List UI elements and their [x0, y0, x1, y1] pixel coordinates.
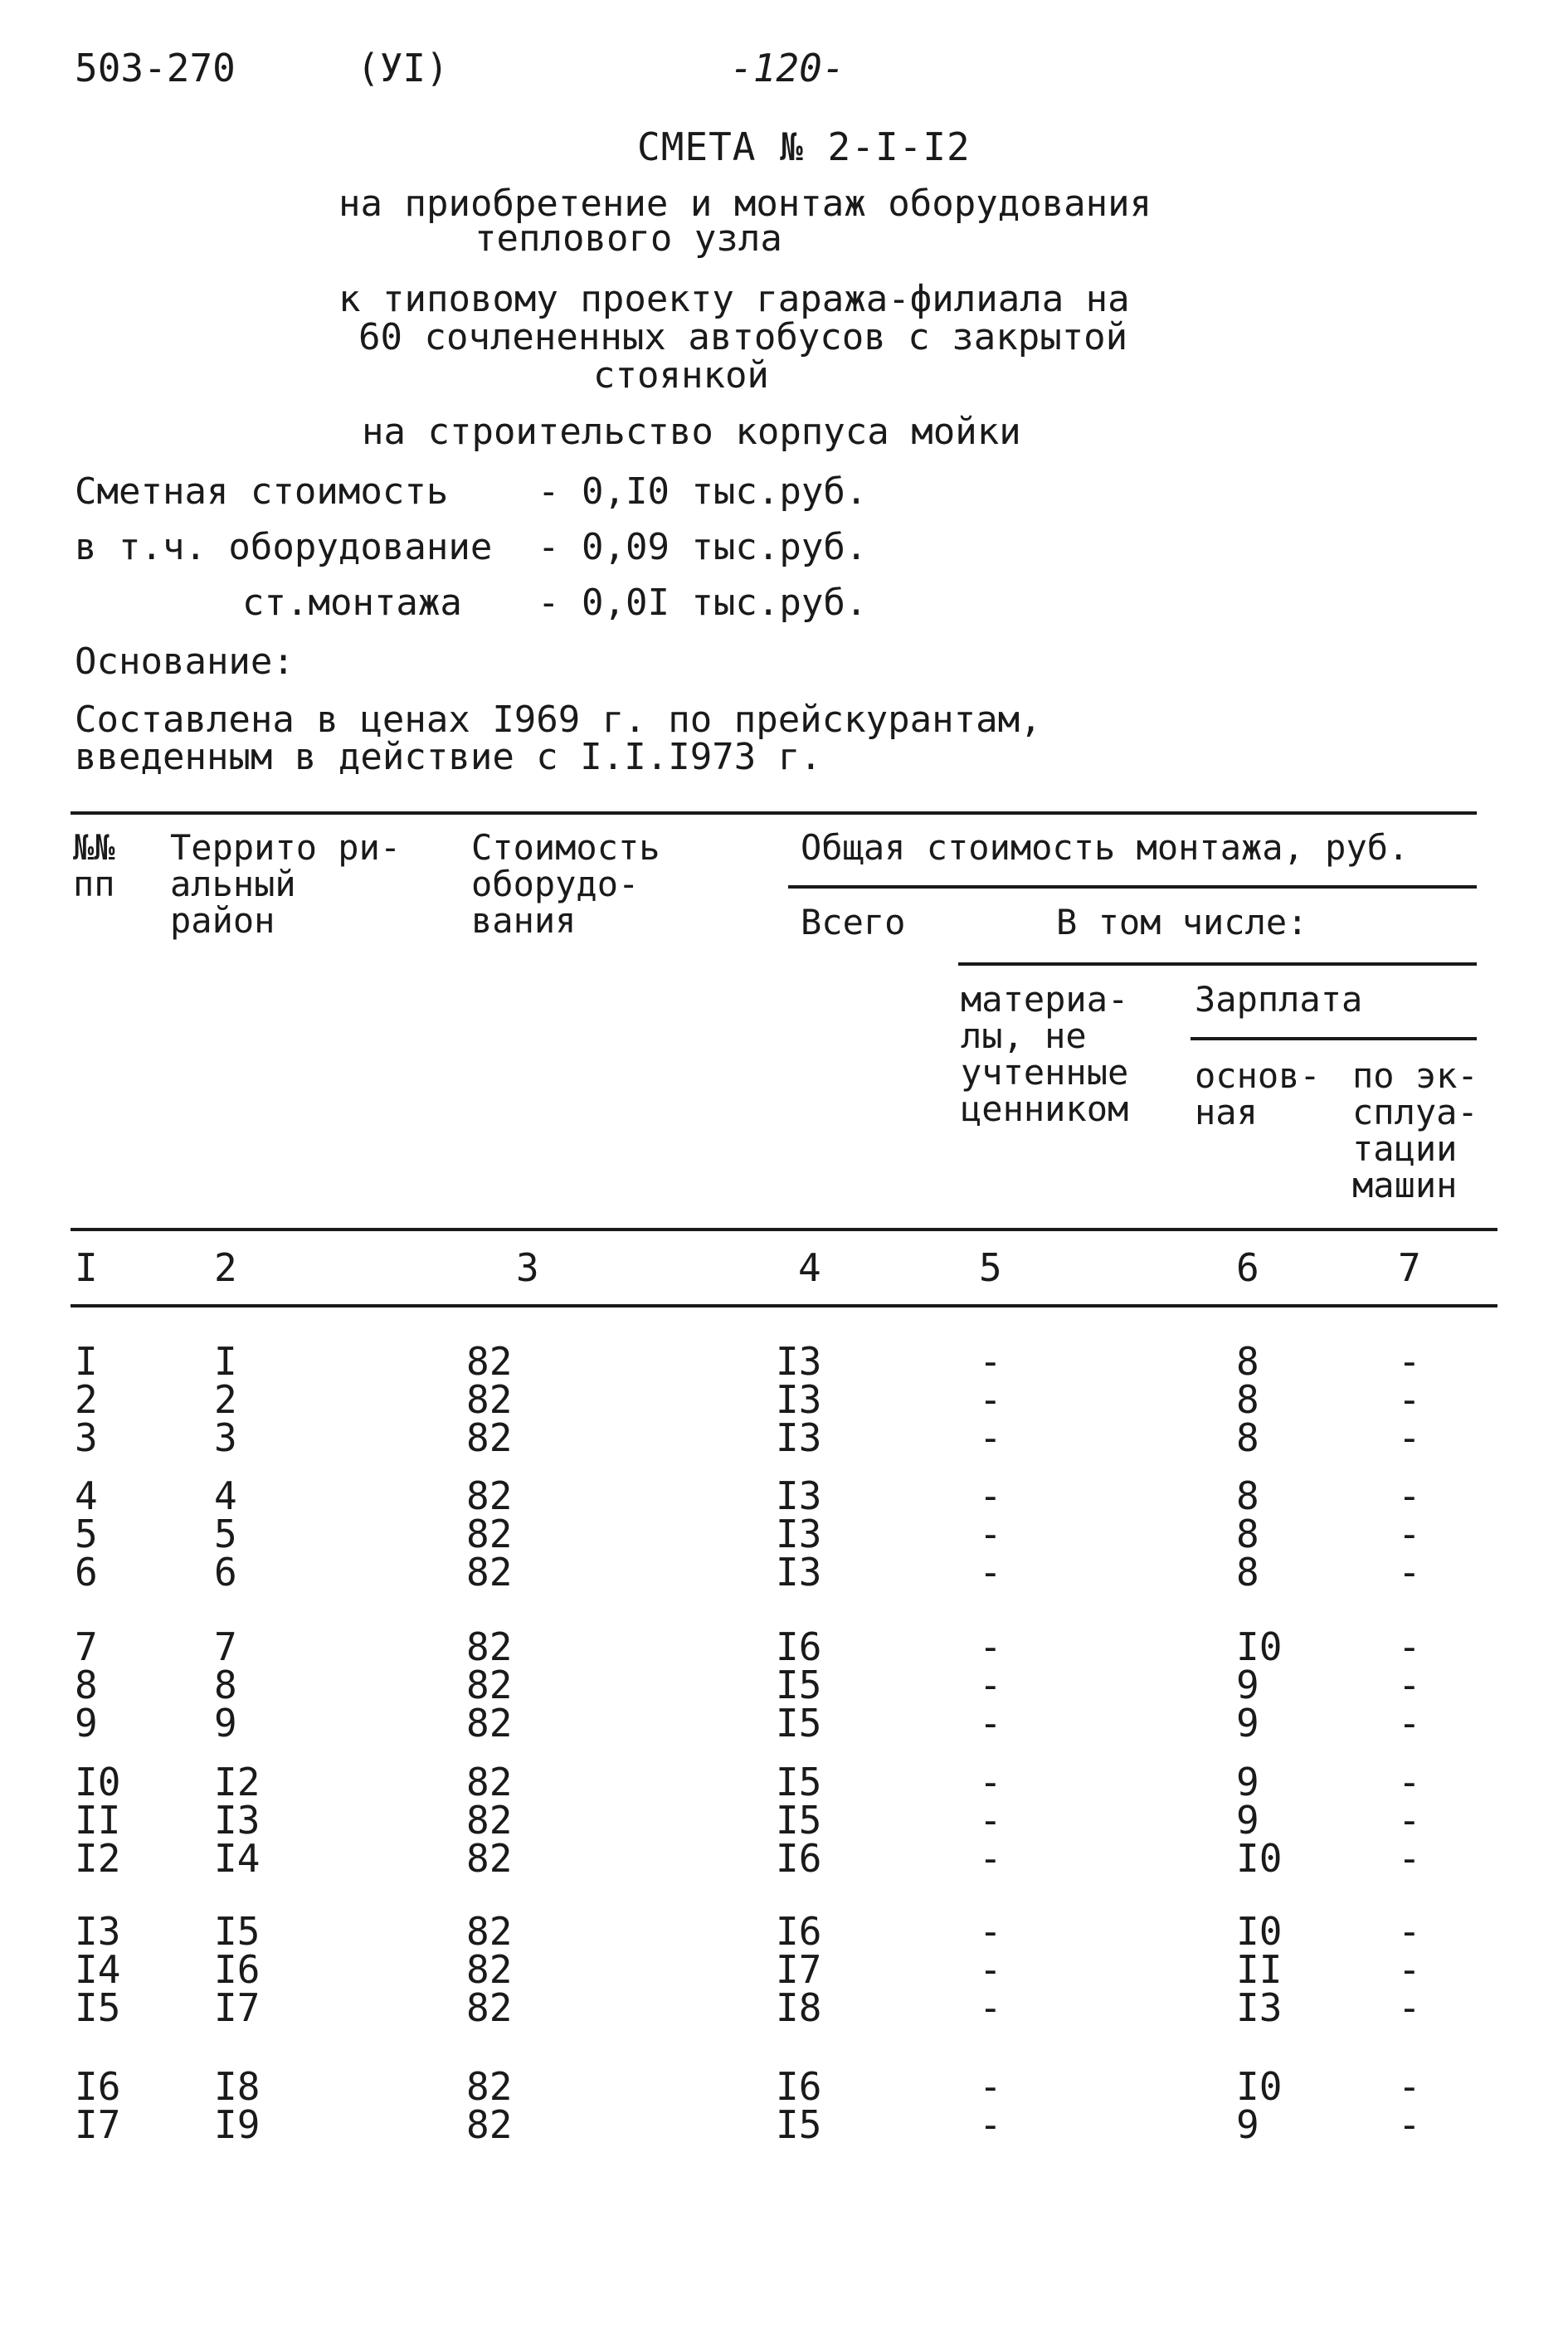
- group6-row-numbers: I6 I7: [75, 2064, 121, 2147]
- title-line-5: стоянкой: [593, 354, 769, 397]
- including-rule: [958, 962, 1477, 966]
- column-number-3: 3: [516, 1245, 539, 1290]
- title-line-4: 60 сочлененных автобусов с закрытой: [358, 316, 1128, 358]
- table-top-rule: [71, 811, 1477, 815]
- header-salary: Зарплата: [1195, 979, 1363, 1020]
- installation-cost-label: ст.монтажа: [242, 582, 462, 624]
- title-line-6: на строительство корпуса мойки: [362, 411, 1021, 453]
- header-row-number: №№ пп: [73, 827, 115, 904]
- group1-machines: - - -: [1398, 1339, 1421, 1460]
- group3-row-numbers: 7 8 9: [75, 1624, 98, 1746]
- group4-machines: - - -: [1398, 1760, 1421, 1881]
- group2-machines: - - -: [1398, 1473, 1421, 1595]
- document-code: 503-270: [75, 46, 236, 90]
- group5-total: I6 I7 I8: [776, 1909, 822, 2030]
- column-number-7: 7: [1398, 1245, 1421, 1290]
- group3-machines: - - -: [1398, 1624, 1421, 1746]
- header-installation-total-cost: Общая стоимость монтажа, руб.: [801, 827, 1410, 868]
- group2-districts: 4 5 6: [214, 1473, 237, 1595]
- header-territorial-district: Террито ри- альный район: [170, 827, 402, 941]
- header-total: Всего: [801, 902, 906, 942]
- page-number: -120-: [730, 46, 845, 90]
- group5-districts: I5 I6 I7: [214, 1909, 261, 2030]
- group6-materials: - -: [979, 2064, 1002, 2147]
- basis-line-1: Составлена в ценах I969 г. по прейскурантам,: [75, 699, 1042, 741]
- column-number-5: 5: [979, 1245, 1002, 1290]
- group-rule: [788, 885, 1477, 889]
- group1-equipment-cost: 82 82 82: [466, 1339, 513, 1460]
- group3-salary-basic: I0 9 9: [1236, 1624, 1283, 1746]
- estimated-cost-value: - 0,I0 тыс.руб.: [538, 470, 868, 513]
- group1-total: I3 I3 I3: [776, 1339, 822, 1460]
- column-number-4: 4: [798, 1245, 821, 1290]
- title-line-1: на приобретение и монтаж оборудования: [338, 183, 1152, 225]
- header-equipment-cost: Стоимость оборудо- вания: [471, 827, 660, 941]
- title-line-3: к типовому проекту гаража-филиала на: [338, 278, 1130, 320]
- header-bottom-rule: [71, 1228, 1497, 1231]
- basis-label: Основание:: [75, 640, 295, 683]
- header-including: В том числе:: [1056, 902, 1308, 942]
- header-materials: материа- лы, не учтенные ценником: [961, 979, 1129, 1129]
- group6-districts: I8 I9: [214, 2064, 261, 2147]
- group3-total: I6 I5 I5: [776, 1624, 822, 1746]
- column-number-2: 2: [214, 1245, 237, 1290]
- column-number-6: 6: [1236, 1245, 1259, 1290]
- column-number-1: I: [75, 1245, 98, 1290]
- basis-line-2: введенным в действие с I.I.I973 г.: [75, 736, 822, 778]
- group1-salary-basic: 8 8 8: [1236, 1339, 1259, 1460]
- group4-row-numbers: I0 II I2: [75, 1760, 121, 1881]
- group1-row-numbers: I 2 3: [75, 1339, 98, 1460]
- group5-salary-basic: I0 II I3: [1236, 1909, 1283, 2030]
- group6-machines: - -: [1398, 2064, 1421, 2147]
- estimate-title: СМЕТА № 2-I-I2: [637, 124, 971, 169]
- group6-salary-basic: I0 9: [1236, 2064, 1283, 2147]
- group4-equipment-cost: 82 82 82: [466, 1760, 513, 1881]
- group1-districts: I 2 3: [214, 1339, 237, 1460]
- group3-materials: - - -: [979, 1624, 1002, 1746]
- group2-salary-basic: 8 8 8: [1236, 1473, 1259, 1595]
- group3-districts: 7 8 9: [214, 1624, 237, 1746]
- group5-equipment-cost: 82 82 82: [466, 1909, 513, 2030]
- group2-row-numbers: 4 5 6: [75, 1473, 98, 1595]
- installation-cost-value: - 0,0I тыс.руб.: [538, 582, 868, 624]
- group5-materials: - - -: [979, 1909, 1002, 2030]
- salary-rule: [1191, 1037, 1477, 1040]
- document-part: (УI): [357, 46, 449, 90]
- header-machine-operation: по эк- сплуа- тации машин: [1352, 1055, 1478, 1205]
- group4-total: I5 I5 I6: [776, 1760, 822, 1881]
- title-line-2: теплового узла: [475, 217, 782, 260]
- group4-districts: I2 I3 I4: [214, 1760, 261, 1881]
- group4-materials: - - -: [979, 1760, 1002, 1881]
- group2-materials: - - -: [979, 1473, 1002, 1595]
- equipment-cost-value: - 0,09 тыс.руб.: [538, 526, 868, 568]
- group6-equipment-cost: 82 82: [466, 2064, 513, 2147]
- group2-equipment-cost: 82 82 82: [466, 1473, 513, 1595]
- equipment-cost-label: в т.ч. оборудование: [75, 526, 493, 568]
- group5-row-numbers: I3 I4 I5: [75, 1909, 121, 2030]
- group2-total: I3 I3 I3: [776, 1473, 822, 1595]
- column-numbers-rule: [71, 1304, 1497, 1307]
- group3-equipment-cost: 82 82 82: [466, 1624, 513, 1746]
- group4-salary-basic: 9 9 I0: [1236, 1760, 1283, 1881]
- header-salary-basic: основ- ная: [1195, 1055, 1321, 1132]
- group1-materials: - - -: [979, 1339, 1002, 1460]
- group6-total: I6 I5: [776, 2064, 822, 2147]
- estimated-cost-label: Сметная стоимость: [75, 470, 449, 513]
- group5-machines: - - -: [1398, 1909, 1421, 2030]
